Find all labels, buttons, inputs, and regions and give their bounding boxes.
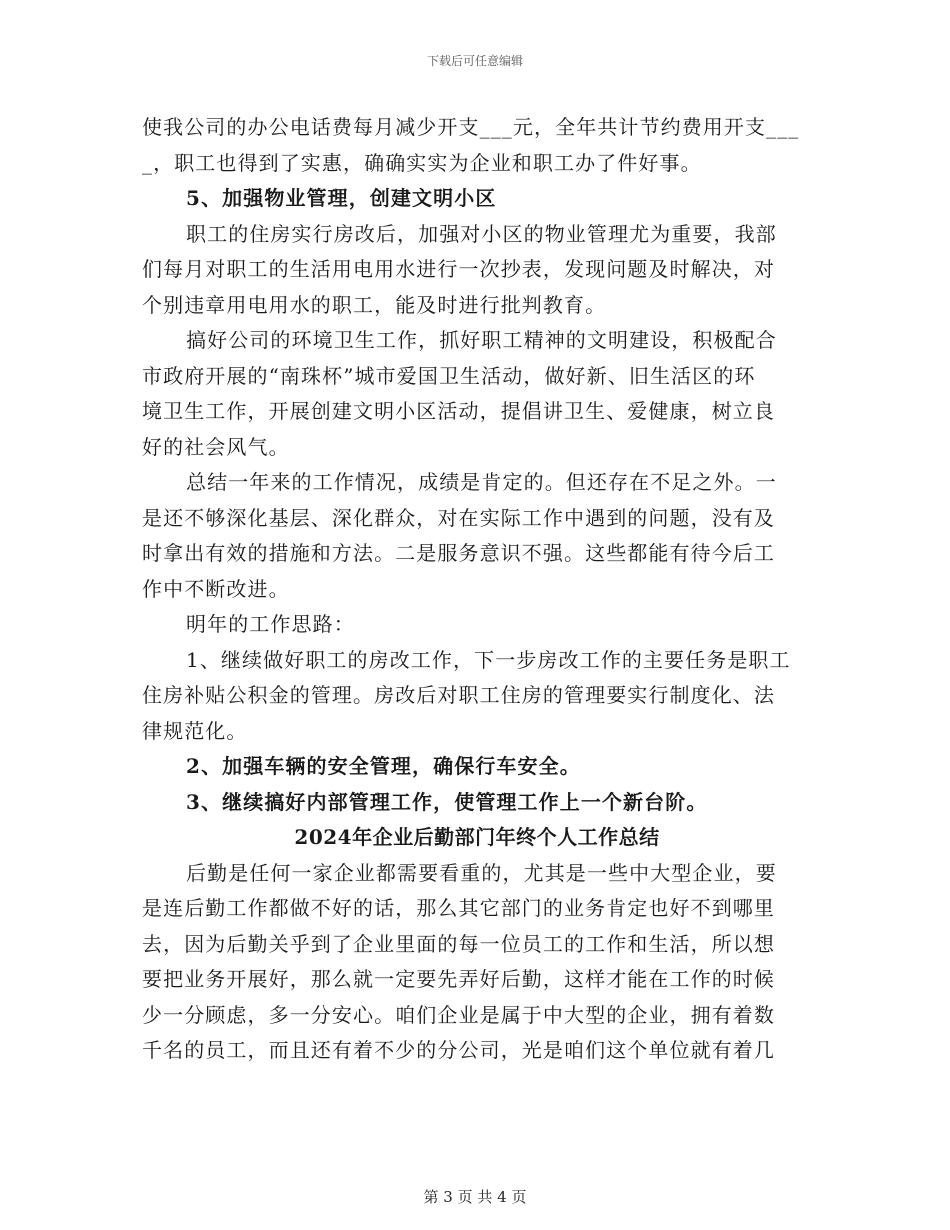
paragraph-line: 去，因为后勤关乎到了企业里面的每一位员工的工作和生活，所以想 [142,931,775,956]
section-heading: 2、加强车辆的安全管理，确保行车安全。 [186,754,581,778]
paragraph-line: 少一分顾虑，多一分安心。咱们企业是属于中大型的企业，拥有着数 [142,1002,775,1027]
section-heading: 5、加强物业管理，创建文明小区 [186,186,497,210]
paragraph-line: 职工的住房实行房改后，加强对小区的物业管理尤为重要，我部 [186,221,777,246]
page-footer: 第 3 页 共 4 页 [423,1188,527,1206]
paragraph-line: 好的社会风气。 [142,434,290,459]
paragraph-line: 千名的员工，而且还有着不少的分公司，光是咱们这个单位就有着几 [142,1038,775,1062]
paragraph-line: 作中不断改进。 [142,576,290,601]
paragraph-line: 要把业务开展好，那么就一定要先弄好后勤，这样才能在工作的时候 [142,967,775,991]
paragraph-line: 时拿出有效的措施和方法。二是服务意识不强。这些都能有待今后工 [142,541,775,565]
paragraph-line: 市政府开展的“南珠杯”城市爱国卫生活动，做好新、旧生活区的环 [142,363,756,388]
paragraph-line: 搞好公司的环境卫生工作，抓好职工精神的文明建设，积极配合 [186,328,777,352]
paragraph-line: 们每月对职工的生活用电用水进行一次抄表，发现问题及时解决，对 [142,257,775,281]
paragraph-line: 后勤是任何一家企业都需要看重的，尤其是一些中大型企业，要 [186,860,777,885]
document-body [142,110,812,1069]
paragraph-line: 律规范化。 [142,718,248,743]
section-heading: 3、继续搞好内部管理工作，使管理工作上一个新台阶。 [186,789,708,814]
paragraph-line: _，职工也得到了实惠，确确实实为企业和职工办了件好事。 [142,150,702,175]
page-header: 下载后可任意编辑 [426,54,523,68]
paragraph-line: 是还不够深化基层、深化群众，对在实际工作中遇到的问题，没有及 [142,505,775,530]
paragraph-line: 住房补贴公积金的管理。房改后对职工住房的管理要实行制度化、法 [142,683,775,707]
paragraph-line: 使我公司的办公电话费每月减少开支___元，全年共计节约费用开支___ [142,115,800,139]
document-title: 2024年企业后勤部门年终个人工作总结 [294,825,660,849]
paragraph-line: 明年的工作思路： [186,612,355,636]
paragraph-line: 境卫生工作，开展创建文明小区活动，提倡讲卫生、爱健康，树立良 [142,399,775,423]
paragraph-line: 总结一年来的工作情况，成绩是肯定的。但还存在不足之外。一 [186,470,777,494]
paragraph-line: 是连后勤工作都做不好的话，那么其它部门的业务肯定也好不到哪里 [142,896,775,920]
paragraph-line: 个别违章用电用水的职工，能及时进行批判教育。 [142,292,607,317]
paragraph-line: 1、继续做好职工的房改工作，下一步房改工作的主要任务是职工 [186,647,791,672]
